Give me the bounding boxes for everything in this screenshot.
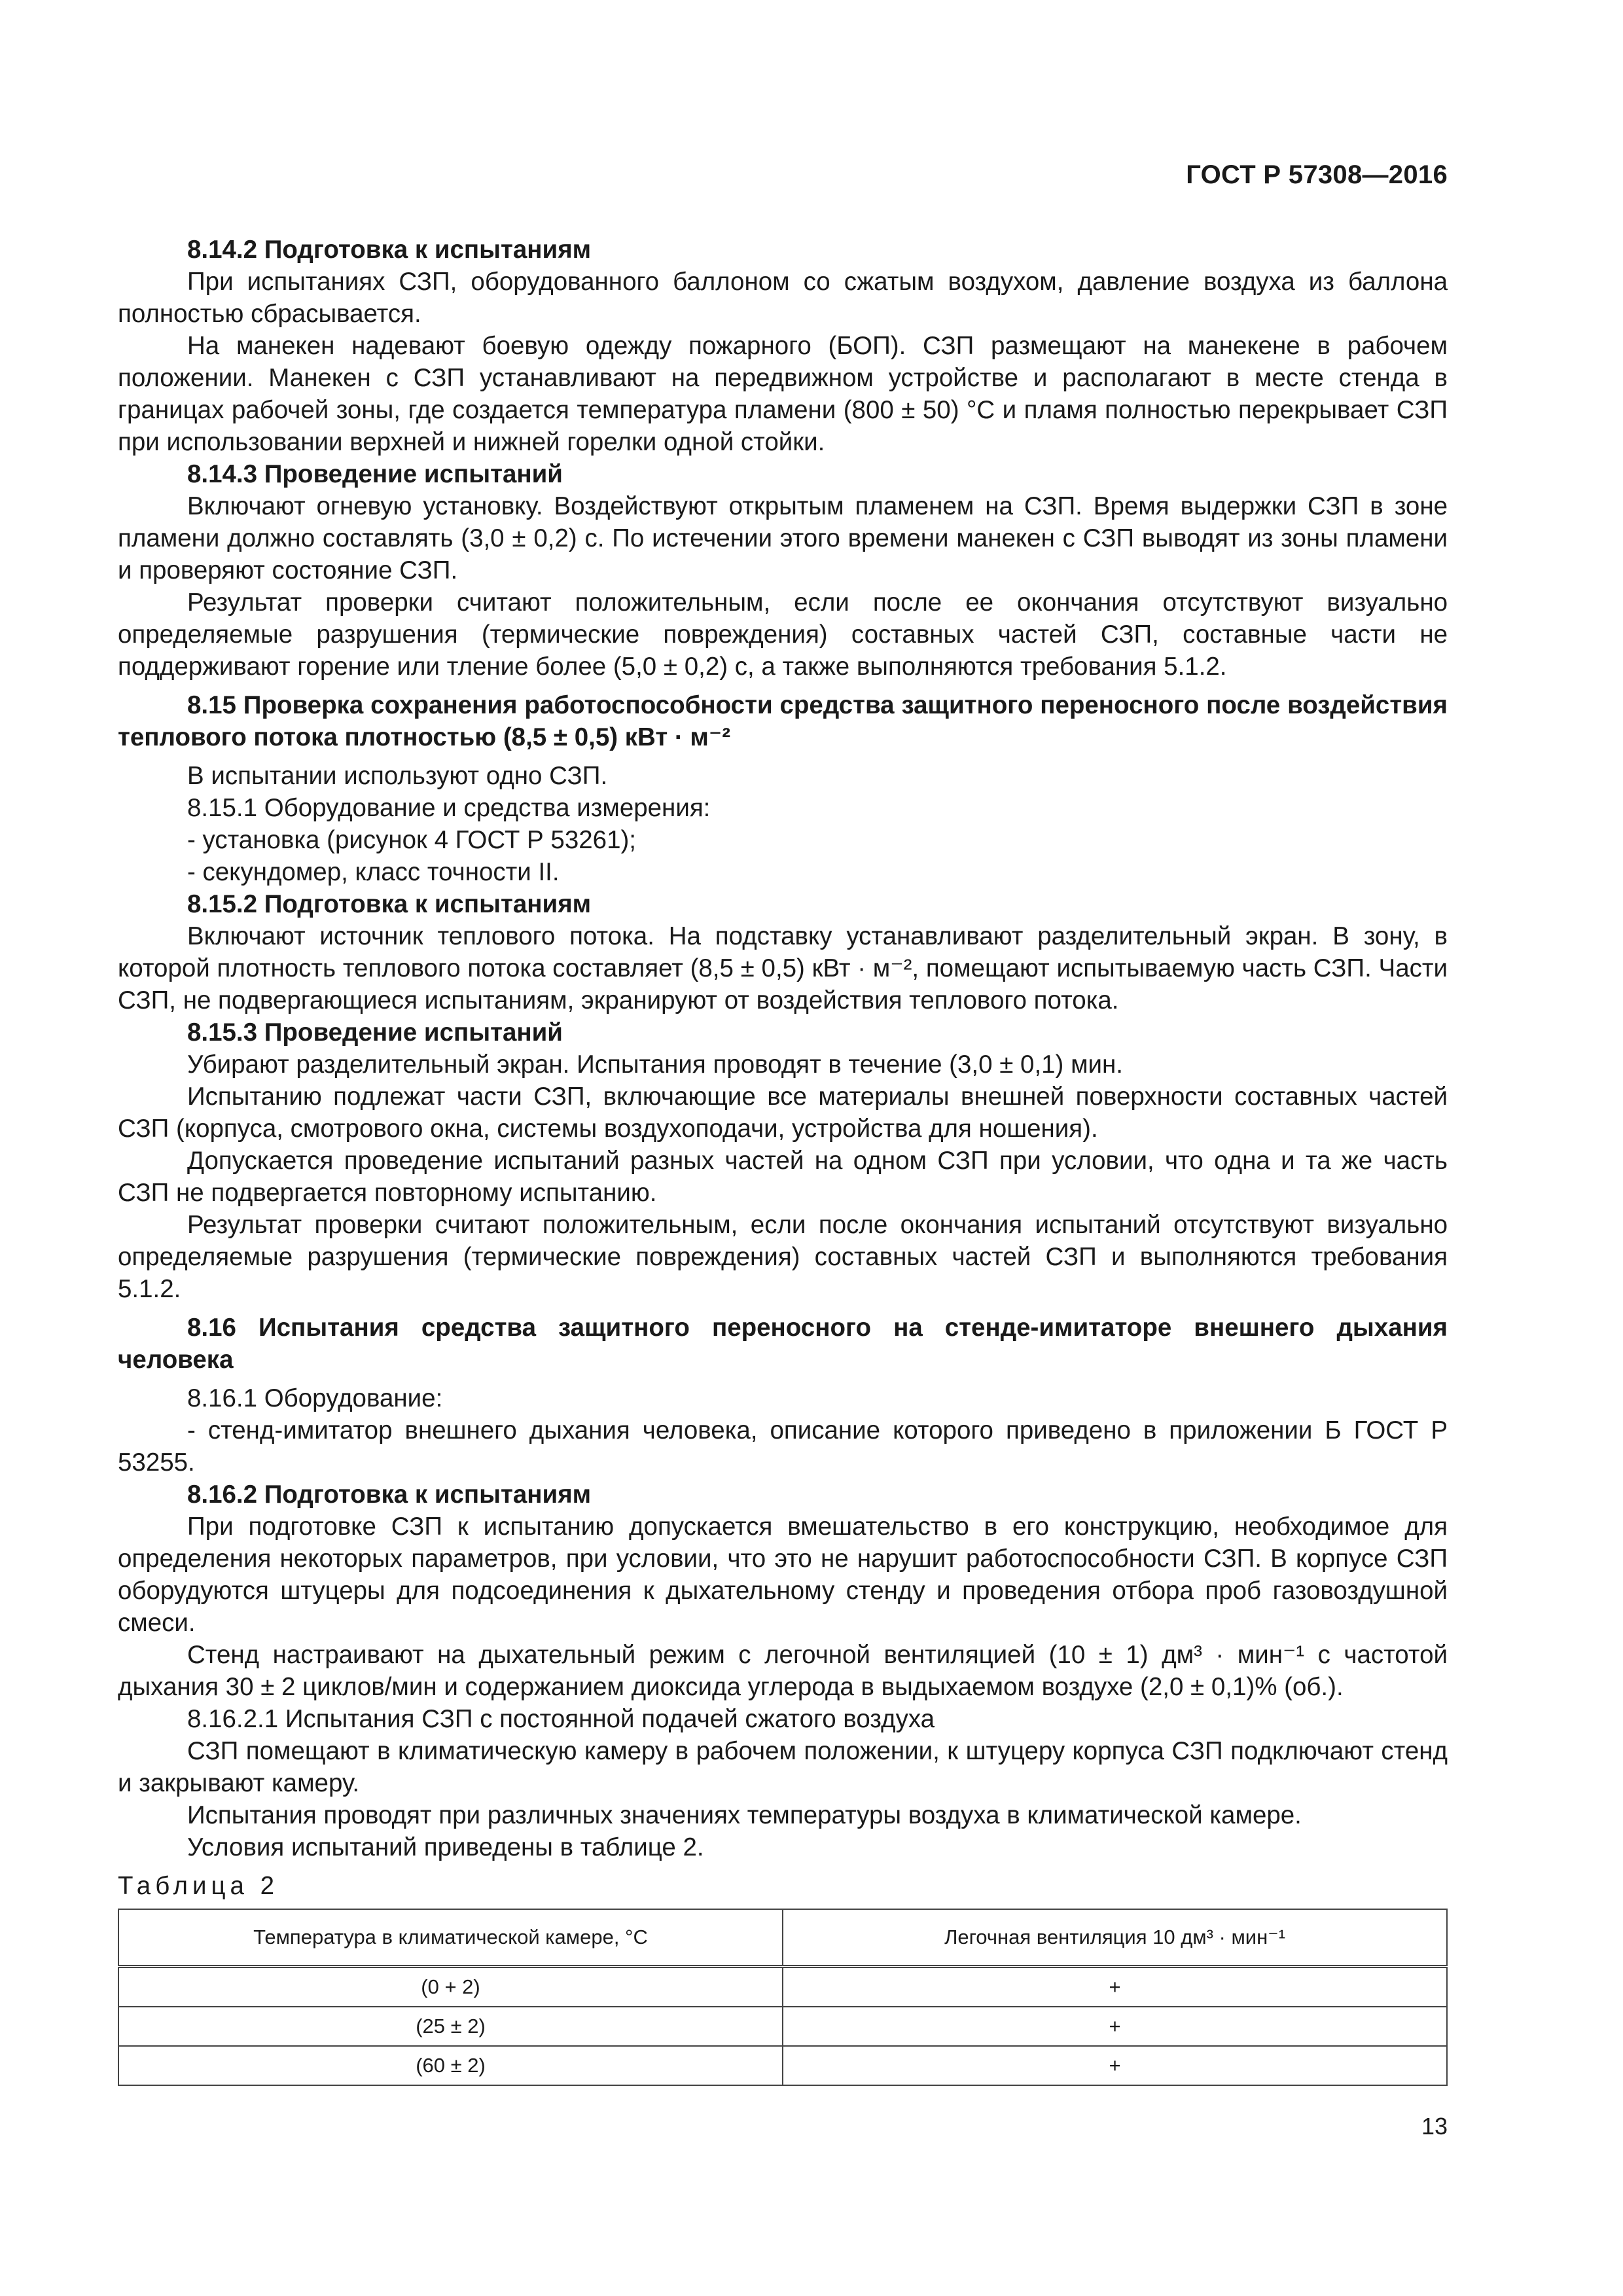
paragraph: 8.15.1 Оборудование и средства измерения: <box>187 794 711 822</box>
paragraph: При подготовке СЗП к испытанию допускается вмешательство в его конструкцию, необходимое для определения некоторых параметров, при условии, что это не нарушит работоспособности СЗП. В корпусе СЗП оборудуются штуцеры для подсоединения к дыхательному стенду и проведения отбора проб газовоздушной смеси. <box>118 1513 1448 1637</box>
table-row <box>118 2007 1447 2046</box>
paragraph: Убирают разделительный экран. Испытания проводят в течение (3,0 ± 0,1) мин. <box>187 1050 1124 1079</box>
paragraphs-container <box>118 234 1448 1863</box>
paragraph: Включают источник теплового потока. На подставку устанавливают разделительный экран. В зону, в которой плотность теплового потока составляет (8,5 ± 0,5) кВт · м⁻², помещают испытываемую часть СЗП. Части СЗП, не подвергающиеся испытаниям, экранируют от воздействия теплового потока. <box>118 922 1448 1014</box>
header-temperature: Температура в климатической камере, °С <box>118 1909 783 1967</box>
header-ventilation: Легочная вентиляция 10 дм³ · мин⁻¹ <box>783 1909 1447 1967</box>
paragraph: Условия испытаний приведены в таблице 2. <box>187 1833 704 1861</box>
subsection-heading: 8.16.2 Подготовка к испытаниям <box>187 1480 592 1509</box>
section-heading: 8.16 Испытания средства защитного переносного на стенде-имитаторе внешнего дыхания человека <box>118 1314 1448 1374</box>
table-caption: Таблица 2 <box>118 1872 279 1900</box>
paragraph: СЗП помещают в климатическую камеру в рабочем положении, к штуцеру корпуса СЗП подключают стенд и закрывают камеру. <box>118 1737 1448 1797</box>
table-row <box>118 1967 1447 2007</box>
section-heading: 8.15 Проверка сохранения работоспособности средства защитного переносного после воздействия теплового потока плотностью (8,5 ± 0,5) кВт · м⁻² <box>118 691 1448 751</box>
table-row <box>118 2046 1447 2085</box>
conditions-table <box>118 1909 1448 2086</box>
paragraph: Испытанию подлежат части СЗП, включающие все материалы внешней поверхности составных частей СЗП (корпуса, смотрового окна, системы воздухоподачи, устройства для ношения). <box>118 1083 1448 1143</box>
subsection-heading: 8.14.2 Подготовка к испытаниям <box>187 236 592 264</box>
cell-ventilation: + <box>783 2046 1447 2085</box>
paragraph: Результат проверки считают положительным, если после ее окончания отсутствуют визуально определяемые разрушения (термические повреждения) составных частей СЗП, составные части не поддерживают горение или тление более (5,0 ± 0,2) с, а также выполняются требования 5.1.2. <box>118 588 1448 681</box>
paragraph: Стенд настраивают на дыхательный режим с легочной вентиляцией (10 ± 1) дм³ · мин⁻¹ с частотой дыхания 30 ± 2 циклов/мин и содержанием диоксида углерода в выдыхаемом воздухе (2,0 ± 0,1)% (об.). <box>118 1641 1448 1701</box>
paragraph: На манекен надевают боевую одежду пожарного (БОП). СЗП размещают на манекене в рабочем положении. Манекен с СЗП устанавливают на передвижном устройстве и располагают в месте стенда в границах рабочей зоны, где создается температура пламени (800 ± 50) °С и пламя полностью перекрывает СЗП при использовании верхней и нижней горелки одной стойки. <box>118 332 1448 456</box>
cell-ventilation: + <box>783 2007 1447 2046</box>
cell-temperature: (0 + 2) <box>118 1967 783 2007</box>
document-number-header: ГОСТ Р 57308—2016 <box>1186 160 1448 189</box>
paragraph: - секундомер, класс точности II. <box>187 858 560 886</box>
paragraph: В испытании используют одно СЗП. <box>187 762 608 790</box>
page-number: 13 <box>1421 2113 1448 2140</box>
cell-temperature: (25 ± 2) <box>118 2007 783 2046</box>
table-header-row <box>118 1909 1447 1967</box>
subsection-heading: 8.14.3 Проведение испытаний <box>187 460 563 488</box>
paragraph: Допускается проведение испытаний разных частей на одном СЗП при условии, что одна и та же часть СЗП не подвергается повторному испытанию. <box>118 1147 1448 1207</box>
cell-ventilation: + <box>783 1967 1447 2007</box>
paragraph: - стенд-имитатор внешнего дыхания человека, описание которого приведено в приложении Б ГОСТ Р 53255. <box>118 1416 1448 1477</box>
paragraph: - установка (рисунок 4 ГОСТ Р 53261); <box>187 826 637 854</box>
subsection-heading: 8.15.3 Проведение испытаний <box>187 1018 563 1047</box>
paragraph: Включают огневую установку. Воздействуют открытым пламенем на СЗП. Время выдержки СЗП в зоне пламени должно составлять (3,0 ± 0,2) с. По истечении этого времени манекен с СЗП выводят из зоны пламени и проверяют состояние СЗП. <box>118 492 1448 584</box>
paragraph: 8.16.2.1 Испытания СЗП с постоянной подачей сжатого воздуха <box>187 1705 935 1733</box>
paragraph: Результат проверки считают положительным, если после окончания испытаний отсутствуют визуально определяемые разрушения (термические повреждения) составных частей СЗП и выполняются требования 5.1.2. <box>118 1211 1448 1303</box>
paragraph: При испытаниях СЗП, оборудованного баллоном со сжатым воздухом, давление воздуха из баллона полностью сбрасывается. <box>118 268 1448 328</box>
paragraph: 8.16.1 Оборудование: <box>187 1384 443 1412</box>
paragraph: Испытания проводят при различных значениях температуры воздуха в климатической камере. <box>187 1801 1302 1829</box>
cell-temperature: (60 ± 2) <box>118 2046 783 2085</box>
document-body <box>118 234 1448 2086</box>
subsection-heading: 8.15.2 Подготовка к испытаниям <box>187 890 592 918</box>
